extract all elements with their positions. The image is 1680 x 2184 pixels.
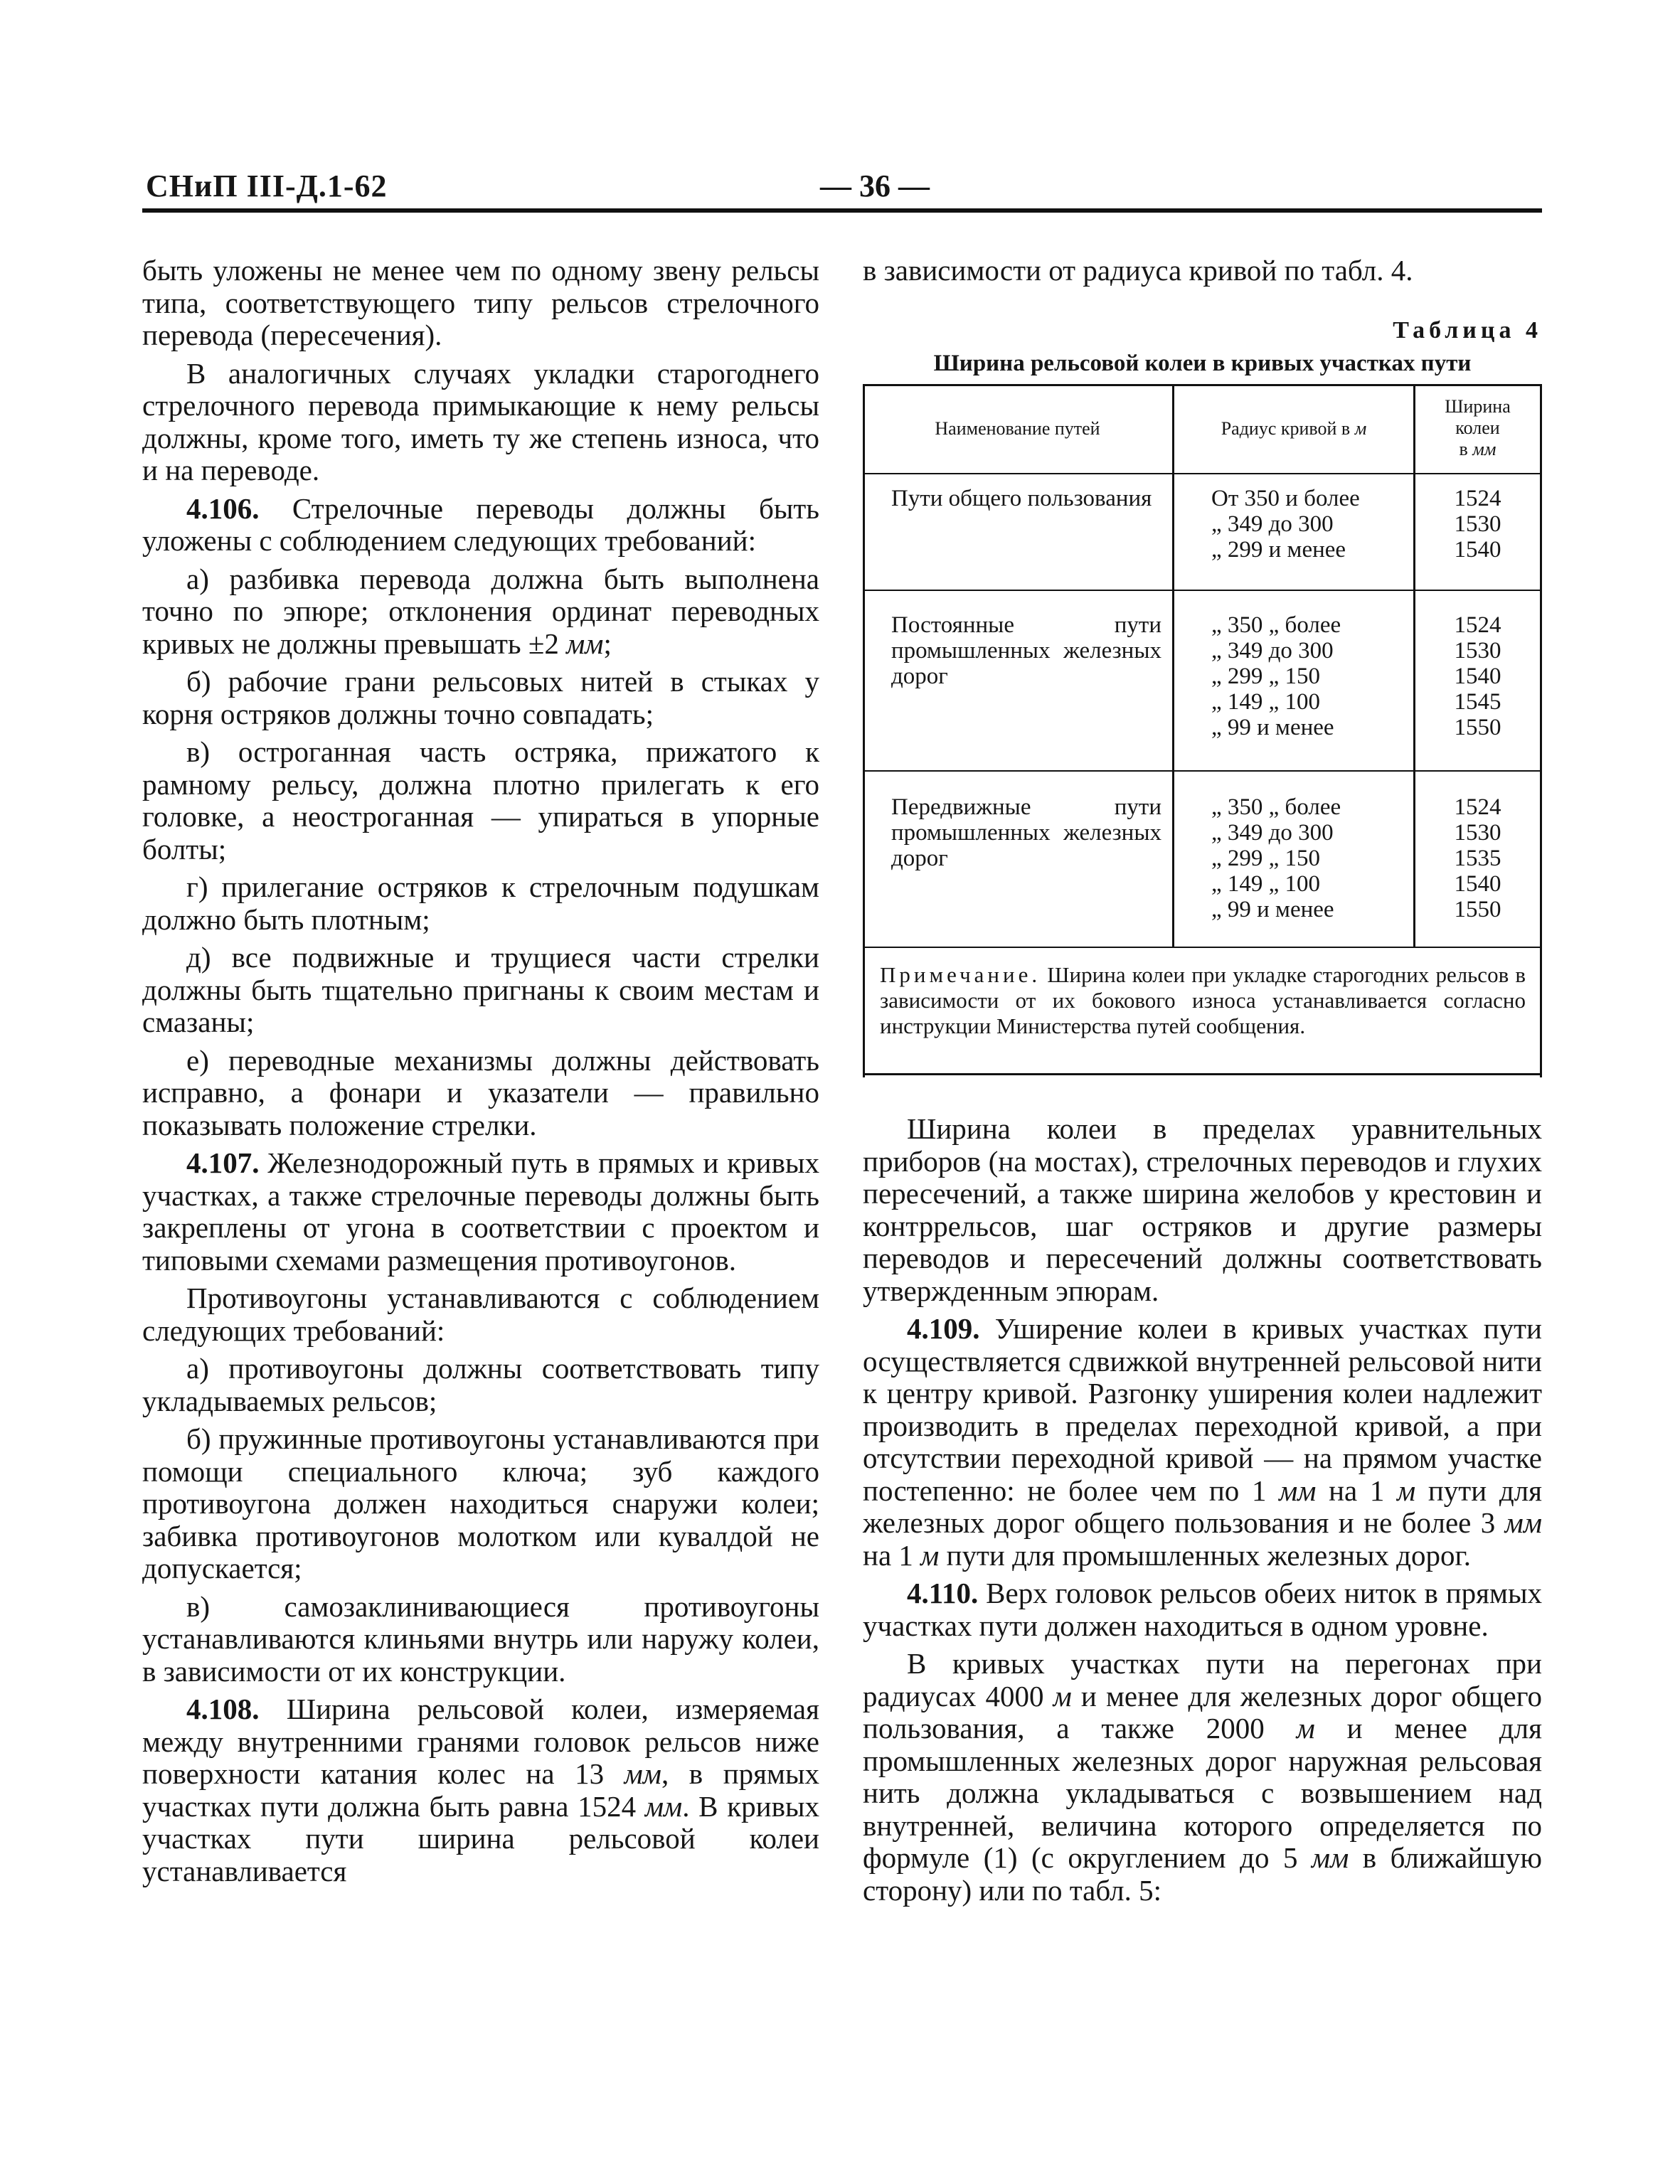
section-4-109: 4.109. Уширение колеи в кривых участках пути осуществляется сдвижкой внутренней рельсовой нити к центру кривой. Разгонку уширения колеи надлежит производить в пределах переходной кривой, а при отсутствии переходной кривой — на прямом участке постепенно: не более чем по 1 мм на 1 м пути для железных дорог общего пользования и не более 3 мм на 1 м пути для промышленных железных дорог. [863, 1312, 1542, 1572]
row-divider [863, 770, 1542, 772]
document-code: СНиП III-Д.1-62 [146, 169, 388, 203]
section-number: 4.109. [907, 1312, 980, 1345]
section-number: 4.110. [907, 1577, 979, 1609]
paragraph: Ширина колеи в пределах уравнительных приборов (на мостах), стрелочных переводов и глухих пересечений, а также ширина желобов у крестовин и контррельсов, шаг остряков и другие размеры переводов и пересечений должны соответствовать утвержденным эпюрам. [863, 1112, 1542, 1307]
list-item: г) прилегание остряков к стрелочным подушкам должно быть плотным; [142, 870, 819, 936]
column-header-width: Ширина колеи в мм [1445, 396, 1511, 459]
paragraph: Противоугоны устанавливаются с соблюдением следующих требований: [142, 1282, 819, 1347]
paragraph: В аналогичных случаях укладки старогоднего стрелочного перевода примыкающие к нему рельсы должны, кроме того, иметь ту же степень износа, что и на переводе. [142, 356, 819, 486]
paragraph: в зависимости от радиуса кривой по табл. 4. [863, 254, 1413, 287]
right-column-bottom [863, 1113, 1542, 1912]
page-number: — 36 — [820, 169, 930, 203]
radius-list: „ 350 „ более „ 349 до 300 „ 299 „ 150 „ 149 „ 100 „ 99 и менее [1211, 612, 1341, 740]
section-number: 4.107. [186, 1146, 260, 1179]
list-item: в) самозаклинивающиеся противоугоны устанавливаются клиньями внутрь или наружу колеи, в зависимости от их конструкции. [142, 1589, 819, 1688]
track-gauge-table [863, 384, 1542, 1075]
right-column-top [863, 255, 1542, 293]
section-4-110: 4.110. Верх головок рельсов обеих ниток в прямых участках пути должен находиться в одном уровне. [863, 1577, 1542, 1642]
section-4-108: 4.108. Ширина рельсовой колеи, измеряемая между внутренними гранями головок рельсов ниже поверхности катания колес на 13 мм, в прямых участках пути должна быть равна 1524 мм. В кривых участках пути ширина рельсовой колеи устанавливается [142, 1693, 819, 1887]
table-border-left [863, 386, 865, 1077]
table-border-right [1540, 386, 1542, 1077]
header-rule [142, 208, 1542, 213]
list-item: б) пружинные противоугоны устанавливаются при помощи специального ключа; зуб каждого противоугона должен находиться снаружи колеи; забивка противоугонов молотком или кувалдой не допускается; [142, 1422, 819, 1584]
list-item: а) противоугоны должны соответствовать типу укладываемых рельсов; [142, 1352, 819, 1417]
section-4-107: 4.107. Железнодорожный путь в прямых и кривых участках, а также стрелочные переводы должны быть закреплены от угона в соответствии с проектом и типовыми схемами размещения противоугонов. [142, 1146, 819, 1277]
gauge-list: 1524 1530 1540 1545 1550 [1454, 612, 1501, 740]
paragraph: быть уложены не менее чем по одному звену рельсы типа, соответствующего типу рельсов стрелочного перевода (пересечения). [142, 254, 819, 351]
section-number: 4.106. [186, 491, 260, 525]
list-item: а) разбивка перевода должна быть выполнена точно по эпюре; отклонения ординат переводных кривых не должны превышать ±2 мм; [142, 562, 819, 660]
column-header-name: Наименование путей [935, 418, 1100, 439]
row-divider [863, 590, 1542, 591]
table-caption: Таблица 4 [1393, 317, 1542, 343]
track-type: Передвижные пути промышленных железных дорог [891, 794, 1161, 871]
left-column [142, 255, 819, 1893]
table-title: Ширина рельсовой колеи в кривых участках пути [933, 351, 1472, 376]
track-type: Пути общего пользования [891, 486, 1152, 511]
track-type: Постоянные пути промышленных железных дорог [891, 612, 1161, 689]
header-divider [863, 473, 1542, 474]
section-number: 4.108. [186, 1693, 260, 1725]
list-item: в) остроганная часть остряка, прижатого к рамному рельсу, должна плотно прилегать к его головке, а неостроганная — упираться в упорные болты; [142, 735, 819, 865]
list-item: д) все подвижные и трущиеся части стрелки должны быть тщательно пригнаны к своим местам и смазаны; [142, 941, 819, 1038]
table-note: Примечание. Ширина колеи при укладке старогодних рельсов в зависимости от их бокового износа устанавливается согласно инструкции Министерства путей сообщения. [880, 962, 1526, 1038]
paragraph: В кривых участках пути на перегонах при радиусах 4000 м и менее для железных дорог общего пользования, а также 2000 м и менее для промышленных железных дорог наружная рельсовая нить должна укладываться с возвышением над внутренней, величина которого определяется по формуле (1) (с округлением до 5 мм в ближайшую сторону) или по табл. 5: [863, 1647, 1542, 1907]
section-4-106: 4.106. Стрелочные переводы должны быть уложены с соблюдением следующих требований: [142, 491, 819, 557]
gauge-list: 1524 1530 1540 [1454, 486, 1501, 563]
radius-list: „ 350 „ более „ 349 до 300 „ 299 „ 150 „ 149 „ 100 „ 99 и менее [1211, 794, 1341, 922]
note-divider [863, 947, 1542, 948]
column-header-radius: Радиус кривой в м [1221, 418, 1367, 439]
list-item: е) переводные механизмы должны действовать исправно, а фонари и указатели — правильно показывать положение стрелки. [142, 1043, 819, 1141]
gauge-list: 1524 1530 1535 1540 1550 [1454, 794, 1501, 922]
column-divider [1172, 386, 1174, 947]
list-item: б) рабочие грани рельсовых нитей в стыках у корня остряков должны точно совпадать; [142, 665, 819, 730]
radius-list: От 350 и более „ 349 до 300 „ 299 и менее [1211, 486, 1360, 563]
page-header [146, 168, 1540, 212]
